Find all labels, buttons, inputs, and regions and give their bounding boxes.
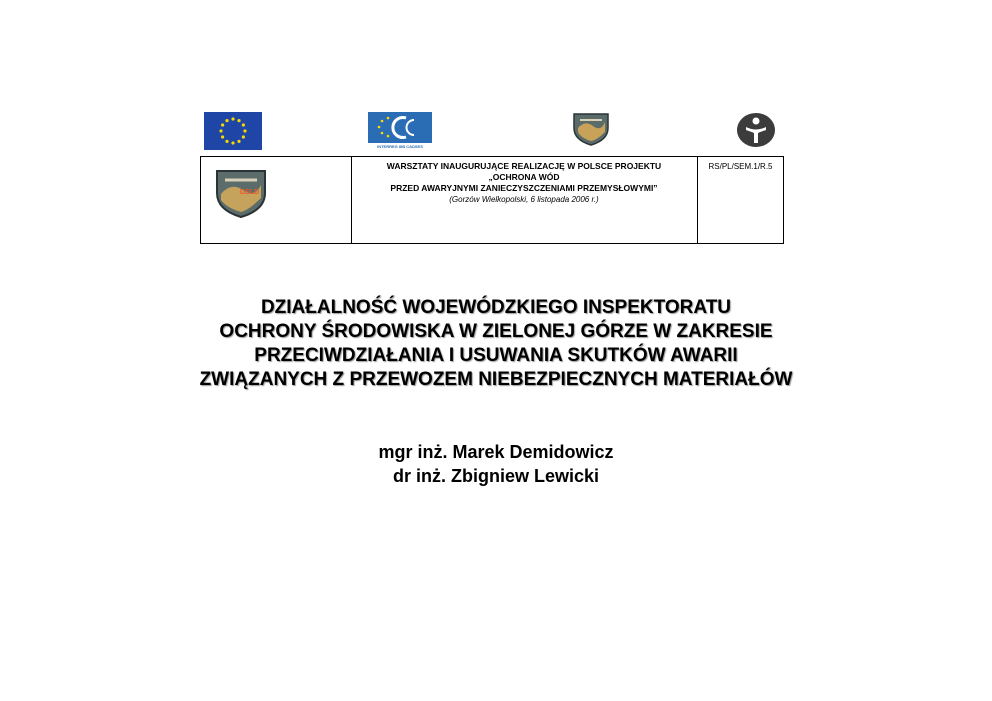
header-text-cell [351, 157, 698, 243]
authors-block [250, 440, 742, 488]
header-subline: (Gorzów Wielkopolski, 6 listopada 2006 r.) [449, 195, 599, 204]
header-table [200, 156, 784, 244]
shield-logo [571, 110, 611, 146]
title-line-1: DZIAŁALNOŚĆ WOJEWÓDZKIEGO INSPEKTORATU [260, 297, 732, 318]
document-title [150, 296, 842, 392]
title-line-4: ZWIĄZANYCH Z PRZEWOZEM NIEBEZPIECZNYCH MATERIAŁÓW [199, 369, 793, 390]
author-1: mgr inż. Marek Demidowicz [378, 442, 614, 462]
header-line-2: „OCHRONA WÓD [488, 172, 560, 182]
interreg-caption: INTERREG IIIB CADSES [377, 144, 423, 149]
shield-text: DELD [240, 189, 260, 196]
person-in-circle-icon [736, 112, 776, 148]
header-code-cell [698, 157, 783, 243]
author-2: dr inż. Zbigniew Lewicki [392, 466, 600, 486]
project-shield-logo [213, 167, 269, 219]
title-line-3: PRZECIWDZIAŁANIA I USUWANIA SKUTKÓW AWARII [254, 345, 738, 366]
header-line-3: PRZED AWARYJNYMI ZANIECZYSZCZENIAMI PRZEMYSŁOWYMI” [390, 183, 658, 193]
header-logo-cell [201, 157, 352, 243]
title-line-2: OCHRONY ŚRODOWISKA W ZIELONEJ GÓRZE W ZAKRESIE [219, 321, 773, 342]
header-line-1: WARSZTATY INAUGURUJĄCE REALIZACJĘ W POLSCE PROJEKTU [386, 161, 662, 171]
document-code: RS/PL/SEM.1/R.5 [708, 162, 773, 171]
interreg-cadses-logo [368, 112, 432, 150]
eu-flag-icon [204, 112, 262, 150]
